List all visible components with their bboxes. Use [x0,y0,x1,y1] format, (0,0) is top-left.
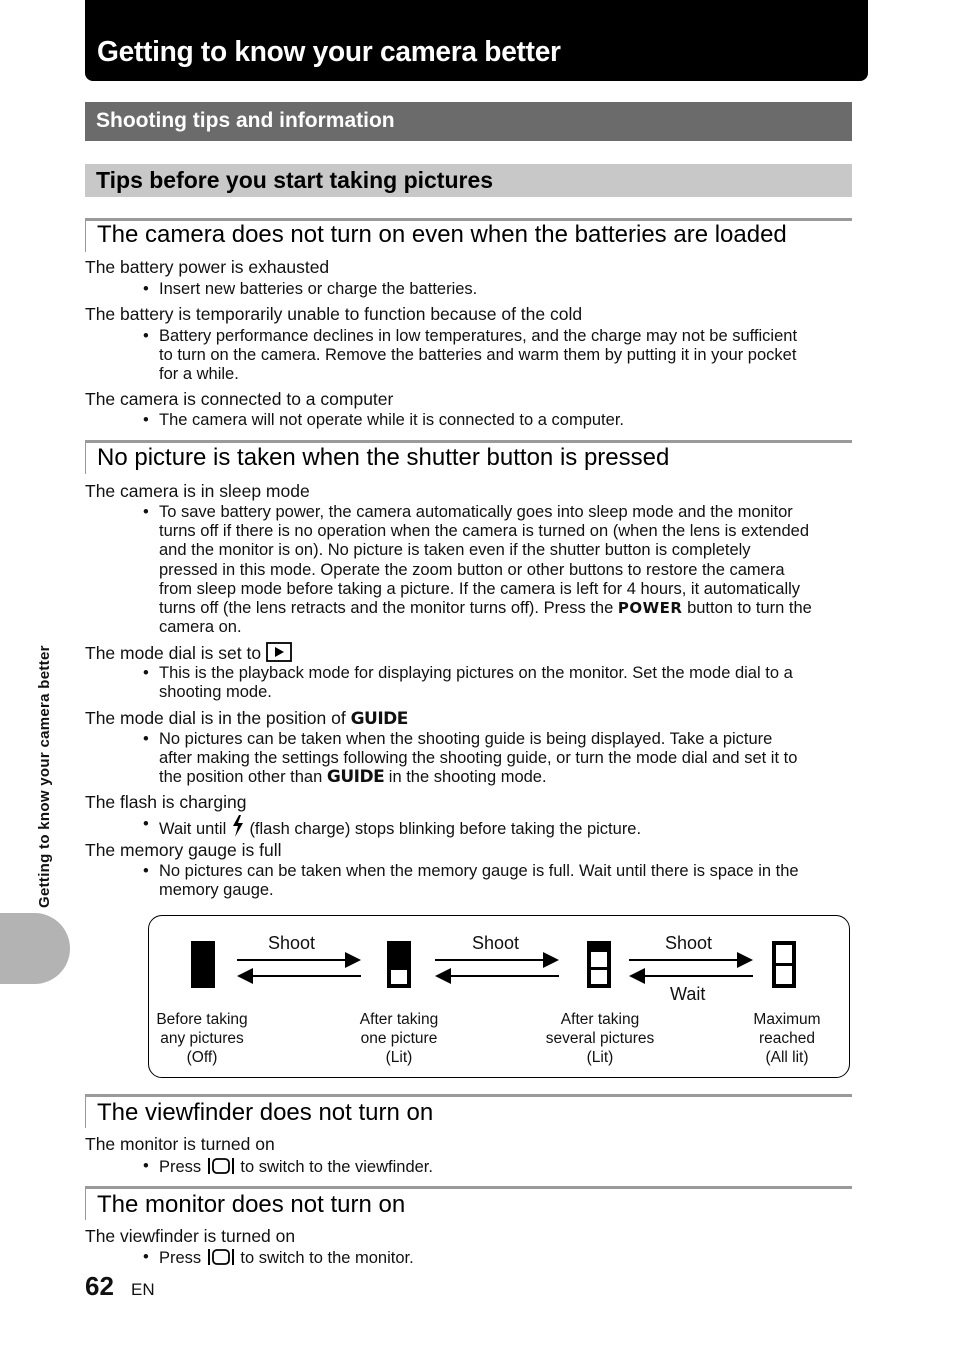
chapter-side-label: Getting to know your camera better [36,645,53,908]
topic-title: No picture is taken when the shutter button is pressed [97,444,670,471]
gauge-several-lit-icon [587,941,611,988]
wait-label: Wait [670,984,706,1004]
stage-label-several: After taking several pictures (Lit) [545,1011,655,1066]
gauge-all-lit-icon [772,941,796,988]
condition-text: The camera is in sleep mode [85,481,310,501]
subsection-heading [85,164,852,197]
condition-text: The viewfinder is turned on [85,1226,296,1246]
condition-text: The memory gauge is full [85,840,282,860]
topic-heading-shutter [85,440,852,474]
topic-title: The viewfinder does not turn on [97,1099,434,1126]
playback-icon [266,642,292,662]
page-header [85,0,868,81]
stage-label-one: After taking one picture (Lit) [359,1011,439,1066]
stage-label-max: Maximum reached (All lit) [753,1011,821,1066]
bullet-item: • The camera will not operate while it is connected to a computer. [143,411,624,429]
bullet-item: • This is the playback mode for displaying pictures on the monitor. Set the mode dial to a shooting mode. [143,664,793,702]
shoot-label: Shoot [268,933,316,953]
display-toggle-icon [206,1157,236,1175]
page-language: EN [131,1280,155,1299]
topic-heading-monitor [85,1186,852,1220]
shoot-wait-arrow [629,952,753,984]
page-number: 62 [85,1271,114,1301]
bullet-item: • To save battery power, the camera automatically goes into sleep mode and the monitor turns off if there is no operation when the camera is turned on (when the lens is extended and the monitor is on). No picture is taken even if the shutter button is completely pressed in this mode. Operate the zoom button or other buttons to restore the camera from sleep mode before taking a picture. If the camera is left for 4 hours, it automatically turns off (the lens retracts and the monitor turns off). Press the POWER button to turn the camera on. [143,503,812,637]
topic-heading-viewfinder [85,1094,852,1128]
condition-text: The battery power is exhausted [85,257,330,277]
condition-text: The mode dial is set to [85,642,292,664]
condition-text: The monitor is turned on [85,1134,275,1154]
condition-text: The mode dial is in the position of GUIDE [85,708,408,729]
bullet-item: • No pictures can be taken when the shooting guide is being displayed. Take a picture after making the settings following the shooting guide, or turn the mode dial and set it to the position other than GUIDE in the shooting mode. [143,730,798,788]
memory-gauge-diagram [148,915,850,1078]
display-toggle-icon [206,1248,236,1266]
section-title: Shooting tips and information [96,109,395,132]
shoot-label: Shoot [665,933,713,953]
condition-text: The flash is charging [85,792,247,812]
power-button-label: POWER [617,599,683,618]
bullet-item: • Wait until (flash charge) stops blinking before taking the picture. [143,815,642,838]
gauge-one-lit-icon [387,941,411,988]
stage-label-off: Before taking any pictures (Off) [156,1011,248,1066]
bullet-item: • No pictures can be taken when the memory gauge is full. Wait until there is space in the memory gauge. [143,862,799,900]
gauge-off-icon [191,941,215,988]
bullet-item: • Press to switch to the monitor. [143,1248,414,1267]
shoot-arrow-1 [237,952,361,984]
topic-heading-power [85,218,852,252]
shoot-arrow-2 [435,952,559,984]
condition-text: The battery is temporarily unable to function because of the cold [85,304,583,324]
bullet-item: • Press to switch to the viewfinder. [143,1157,433,1176]
topic-title: The monitor does not turn on [97,1191,406,1218]
flash-charge-icon [231,815,245,837]
page-title: Getting to know your camera better [97,36,561,68]
bullet-item: • Insert new batteries or charge the batteries. [143,280,478,298]
bullet-item: • Battery performance declines in low temperatures, and the charge may not be sufficient to turn on the camera. Remove the batteries and warm them by putting it in your pocket for a while. [143,327,798,384]
guide-mode-icon: GUIDE [350,709,408,729]
topic-title: The camera does not turn on even when the batteries are loaded [97,221,787,248]
shoot-label: Shoot [472,933,520,953]
chapter-tab [0,913,70,984]
guide-mode-icon: GUIDE [326,767,385,788]
subsection-title: Tips before you start taking pictures [96,167,494,193]
section-heading [85,102,852,141]
condition-text: The camera is connected to a computer [85,389,394,409]
